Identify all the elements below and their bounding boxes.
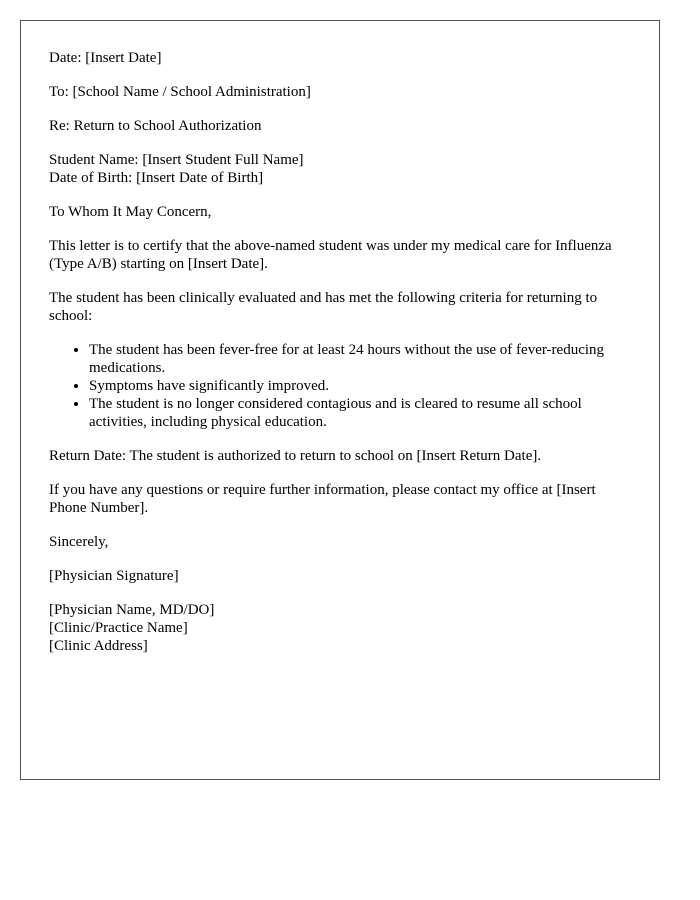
criteria-item-fever-free: • The student has been fever-free for at least 24 hours without the use of fever-reducing medications.	[89, 341, 631, 377]
clinic-address: [Clinic Address]	[49, 638, 148, 654]
date-of-birth-line: Date of Birth: [Insert Date of Birth]	[49, 170, 264, 186]
physician-block	[49, 601, 631, 655]
salutation: To Whom It May Concern,	[49, 204, 212, 220]
letter-page	[20, 20, 660, 780]
criteria-item-symptoms: • Symptoms have significantly improved.	[89, 377, 631, 395]
recipient-line: To: [School Name / School Administration]	[49, 84, 311, 100]
student-info	[49, 151, 631, 187]
closing: Sincerely,	[49, 534, 109, 550]
physician-name: [Physician Name, MD/DO]	[49, 602, 215, 618]
signature-placeholder: [Physician Signature]	[49, 568, 179, 584]
criteria-list	[49, 341, 631, 431]
certify-paragraph: This letter is to certify that the above-named student was under my medical care for Influenza (Type A/B) starting on [Insert Date].	[49, 238, 612, 272]
return-date-paragraph: Return Date: The student is authorized to return to school on [Insert Return Date].	[49, 448, 542, 464]
student-name-line: Student Name: [Insert Student Full Name]	[49, 152, 304, 168]
criteria-item-not-contagious: • The student is no longer considered contagious and is cleared to resume all school activities, including physical education.	[89, 395, 631, 431]
clinic-name: [Clinic/Practice Name]	[49, 620, 188, 636]
contact-paragraph: If you have any questions or require further information, please contact my office at [Insert Phone Number].	[49, 482, 596, 516]
date-line: Date: [Insert Date]	[49, 50, 162, 66]
subject-line: Re: Return to School Authorization	[49, 118, 262, 134]
criteria-intro: The student has been clinically evaluated and has met the following criteria for returning to school:	[49, 290, 598, 324]
